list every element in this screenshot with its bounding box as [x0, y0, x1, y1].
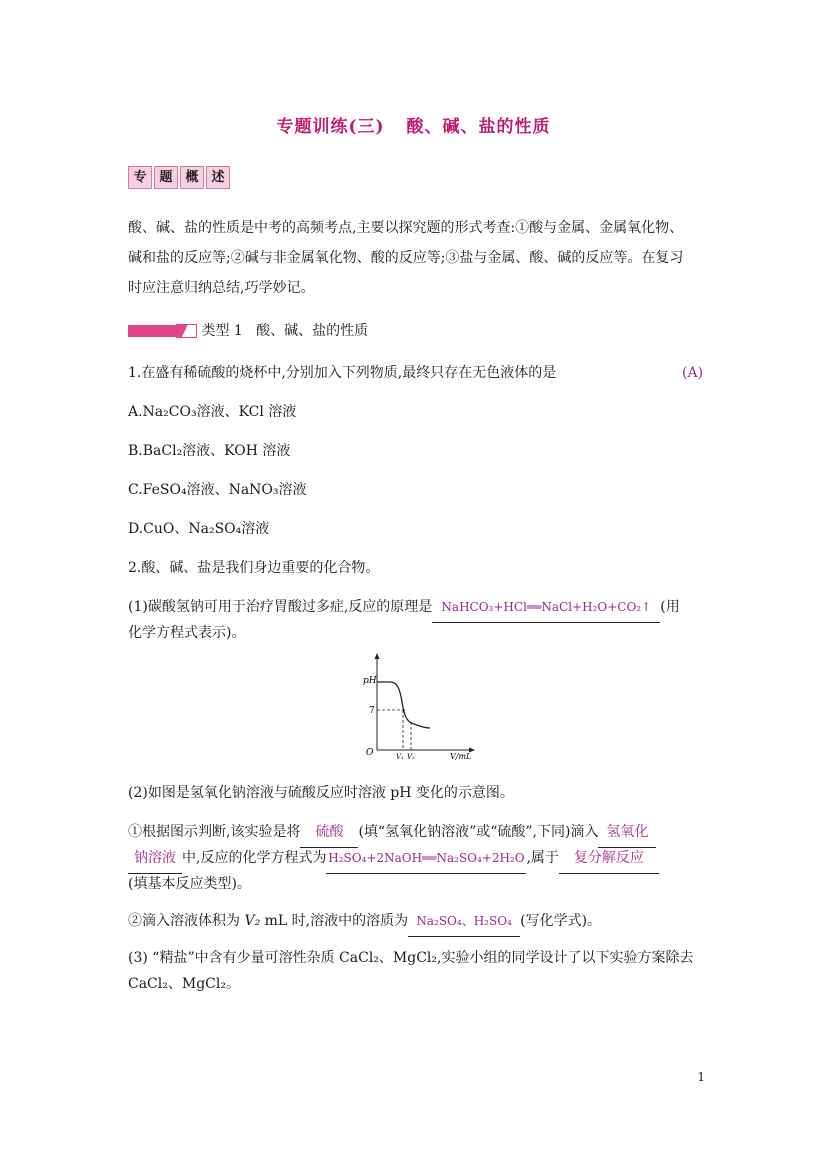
q2-part3-line1: (3) “精盐”中含有少量可溶性杂质 CaCl₂、MgCl₂,实验小组的同学设计了以下实验方案除去	[128, 950, 694, 966]
y-axis-label: pH	[363, 676, 377, 686]
q2-part2: (2)如图是氢氧化钠溶液与硫酸反应时溶液 pH 变化的示意图。	[128, 785, 514, 801]
q2-c2-text: ②滴入溶液体积为	[128, 913, 240, 929]
ph-curve	[377, 682, 430, 728]
intro-line: 时应注意归纳总结,巧学妙记。	[128, 280, 315, 296]
origin-label: O	[366, 748, 374, 758]
x-tick-v1: V₁	[396, 753, 404, 761]
intro-line: 碱和盐的反应等;②碱与非金属氧化物、酸的反应等;③盐与金属、酸、碱的反应等。在复习	[128, 250, 684, 266]
ph-curve-svg	[350, 652, 480, 762]
q1-option-d: D.CuO、Na₂SO₄溶液	[128, 521, 270, 537]
y-axis-arrow	[375, 653, 380, 659]
overview-box: 题	[154, 166, 178, 189]
q2-part1-text: (1)碳酸氢钠可用于治疗胃酸过多症,反应的原理是	[128, 599, 433, 615]
q2-c1-answer2a: 氢氧化	[598, 817, 656, 848]
title-part2: 酸、碱、盐的性质	[406, 117, 551, 137]
type-label: 类型 1	[201, 323, 243, 339]
q2-c1-answer4: 复分解反应	[559, 843, 659, 874]
q2-c2-answer: Na₂SO₄、H₂SO₄	[408, 906, 520, 937]
type-bar-decoration	[128, 325, 176, 337]
title-part1: 专题训练(三)	[276, 117, 385, 137]
y-tick-7: 7	[369, 706, 375, 716]
q2-c1-text: ①根据图示判断,该实验是将	[128, 824, 301, 840]
q2-c1-line3: (填基本反应类型)。	[128, 876, 251, 892]
page-number: 1	[697, 1070, 705, 1084]
page-title	[0, 112, 827, 137]
q2-c2-text: (写化学式)。	[520, 913, 602, 929]
q1-option-a: A.Na₂CO₃溶液、KCl 溶液	[128, 404, 297, 420]
type-heading	[128, 316, 368, 346]
q2-part1-line2: 化学方程式表示)。	[128, 625, 246, 641]
q2-c1-text: 中,反应的化学方程式为	[182, 850, 327, 866]
q2-c2	[128, 906, 601, 937]
overview-box: 述	[206, 166, 230, 189]
intro-line: 酸、碱、盐的性质是中考的高频考点,主要以探究题的形式考查:①酸与金属、金属氧化物、	[128, 220, 684, 236]
q2-c1-answer1: 硫酸	[300, 817, 358, 848]
q2-c1-answer2b: 钠溶液	[128, 843, 182, 874]
q2-stem: 2.酸、碱、盐是我们身边重要的化合物。	[128, 560, 380, 576]
type-title: 酸、碱、盐的性质	[256, 323, 369, 339]
q2-part1-answer: NaHCO₃+HCl══NaCl+H₂O+CO₂↑	[432, 592, 660, 623]
overview-box: 专	[128, 166, 152, 189]
q2-c1-answer3: H₂SO₄+2NaOH══Na₂SO₄+2H₂O	[326, 843, 526, 874]
q1-stem: 1.在盛有稀硫酸的烧杯中,分别加入下列物质,最终只存在无色液体的是	[128, 365, 557, 381]
ph-chart	[350, 652, 480, 766]
q2-c1-text: ,属于	[526, 850, 559, 866]
q2-c2-text: mL 时,溶液中的溶质为	[264, 913, 409, 929]
q2-c2-volume: V₂	[244, 913, 261, 929]
overview-box: 概	[180, 166, 204, 189]
type-slash-decoration	[176, 324, 197, 338]
q2-part1-suffix: (用	[660, 599, 680, 615]
x-tick-v2: V₂	[407, 753, 415, 761]
q1-option-c: C.FeSO₄溶液、NaNO₃溶液	[128, 482, 307, 498]
q1-option-b: B.BaCl₂溶液、KOH 溶液	[128, 443, 291, 459]
overview-heading	[128, 166, 230, 189]
intro-paragraph	[128, 213, 708, 303]
q1-answer: (A)	[682, 365, 704, 381]
x-axis-label: V/mL	[450, 752, 472, 761]
q2-part3-line2: CaCl₂、MgCl₂。	[128, 976, 240, 992]
q2-c1-text: (填“氢氧化钠溶液”或“硫酸”,下同)滴入	[358, 824, 599, 840]
